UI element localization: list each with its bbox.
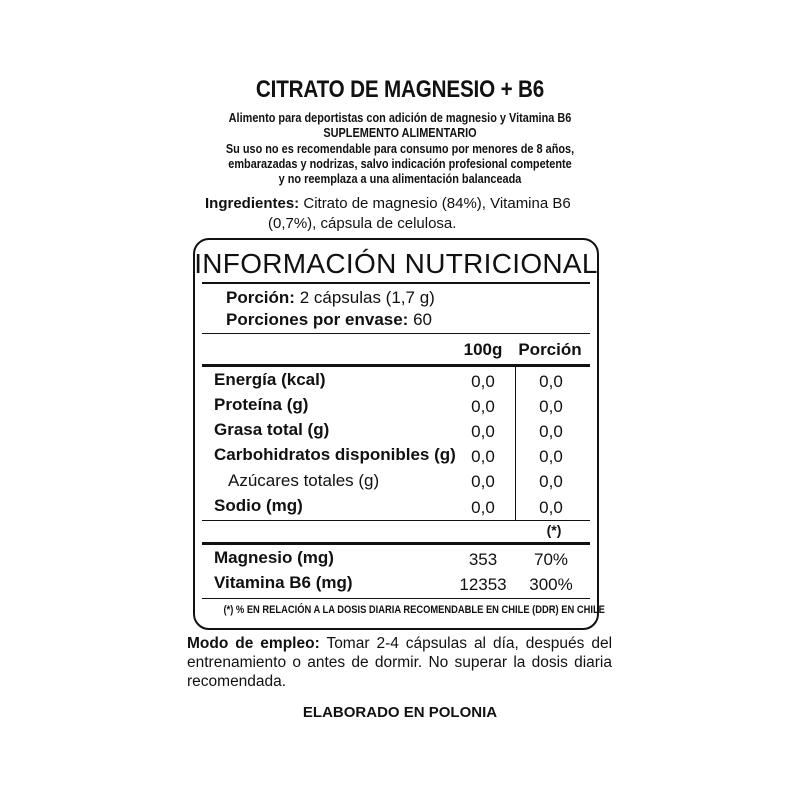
dri-footnote: (*) % EN RELACIÓN A LA DOSIS DIARIA RECOMENDABLE EN CHILE (DDR) EN CHILE <box>223 604 605 616</box>
divider-thick <box>202 542 590 545</box>
mineral-100g: 353 <box>468 550 498 569</box>
dri-marker: (*) <box>546 522 562 538</box>
product-title: CITRATO DE MAGNESIO + B6 <box>255 76 545 103</box>
portion-value: 2 cápsulas (1,7 g) <box>299 288 435 307</box>
nutrient-100g: 0,0 <box>471 397 495 416</box>
nutrient-portion: 0,0 <box>539 372 563 391</box>
usage-label: Modo de empleo: <box>187 635 320 652</box>
nutrient-portion: 0,0 <box>539 447 563 466</box>
nutrient-portion: 0,0 <box>539 422 563 441</box>
divider <box>202 282 590 284</box>
nutrient-name: Carbohidratos disponibles (g) <box>214 445 456 464</box>
nutrient-100g: 0,0 <box>471 498 495 517</box>
ingredients-line2: (0,7%), cápsula de celulosa. <box>268 215 457 232</box>
origin: ELABORADO EN POLONIA <box>302 704 498 721</box>
divider-thick <box>202 364 590 367</box>
mineral-portion: 70% <box>533 550 569 569</box>
nutrient-name: Proteína (g) <box>214 395 309 414</box>
usage-text: Tomar 2-4 cápsulas al día, después del entrenamiento o antes de dormir. No superar la dosis diaria recomendada. <box>187 635 613 690</box>
nutrition-title: INFORMACIÓN NUTRICIONAL <box>194 248 598 279</box>
col-header-portion: Porción <box>518 340 582 359</box>
subtitle-line: Alimento para deportistas con adición de magnesio y Vitamina B6 <box>228 110 572 125</box>
nutrient-100g: 0,0 <box>471 372 495 391</box>
mineral-100g: 12353 <box>459 575 507 594</box>
subtitle-line: embarazadas y nodrizas, salvo indicación profesional competente <box>228 156 572 171</box>
nutrient-portion: 0,0 <box>539 472 563 491</box>
nutrient-100g: 0,0 <box>471 422 495 441</box>
ingredients-line1: Citrato de magnesio (84%), Vitamina B6 <box>303 195 571 212</box>
nutrient-portion: 0,0 <box>539 397 563 416</box>
mineral-portion: 300% <box>529 575 573 594</box>
divider <box>202 520 590 521</box>
subtitle-line: y no reemplaza a una alimentación balanceada <box>278 171 522 186</box>
subtitle-line: SUPLEMENTO ALIMENTARIO <box>323 125 477 140</box>
nutrient-100g: 0,0 <box>471 447 495 466</box>
nutrient-100g: 0,0 <box>471 472 495 491</box>
portion-row <box>226 288 435 308</box>
servings-value: 60 <box>413 310 432 329</box>
nutrient-name: Energía (kcal) <box>214 370 326 389</box>
mineral-name: Vitamina B6 (mg) <box>214 573 353 592</box>
nutrient-name: Sodio (mg) <box>214 496 303 515</box>
subtitle-line: Su uso no es recomendable para consumo por menores de 8 años, <box>225 141 575 156</box>
divider <box>202 333 590 334</box>
col-header-100g: 100g <box>463 340 503 359</box>
portion-label: Porción: <box>226 288 295 307</box>
nutrient-name: Grasa total (g) <box>214 420 330 439</box>
nutrient-portion: 0,0 <box>539 498 563 517</box>
ingredients <box>205 194 595 213</box>
nutrient-name-sub: Azúcares totales (g) <box>228 471 380 490</box>
servings-label: Porciones por envase: <box>226 310 409 329</box>
divider <box>202 598 590 599</box>
usage-instructions <box>187 634 612 691</box>
servings-row <box>226 310 432 330</box>
ingredients-label: Ingredientes: <box>205 195 300 212</box>
mineral-name: Magnesio (mg) <box>214 548 334 567</box>
